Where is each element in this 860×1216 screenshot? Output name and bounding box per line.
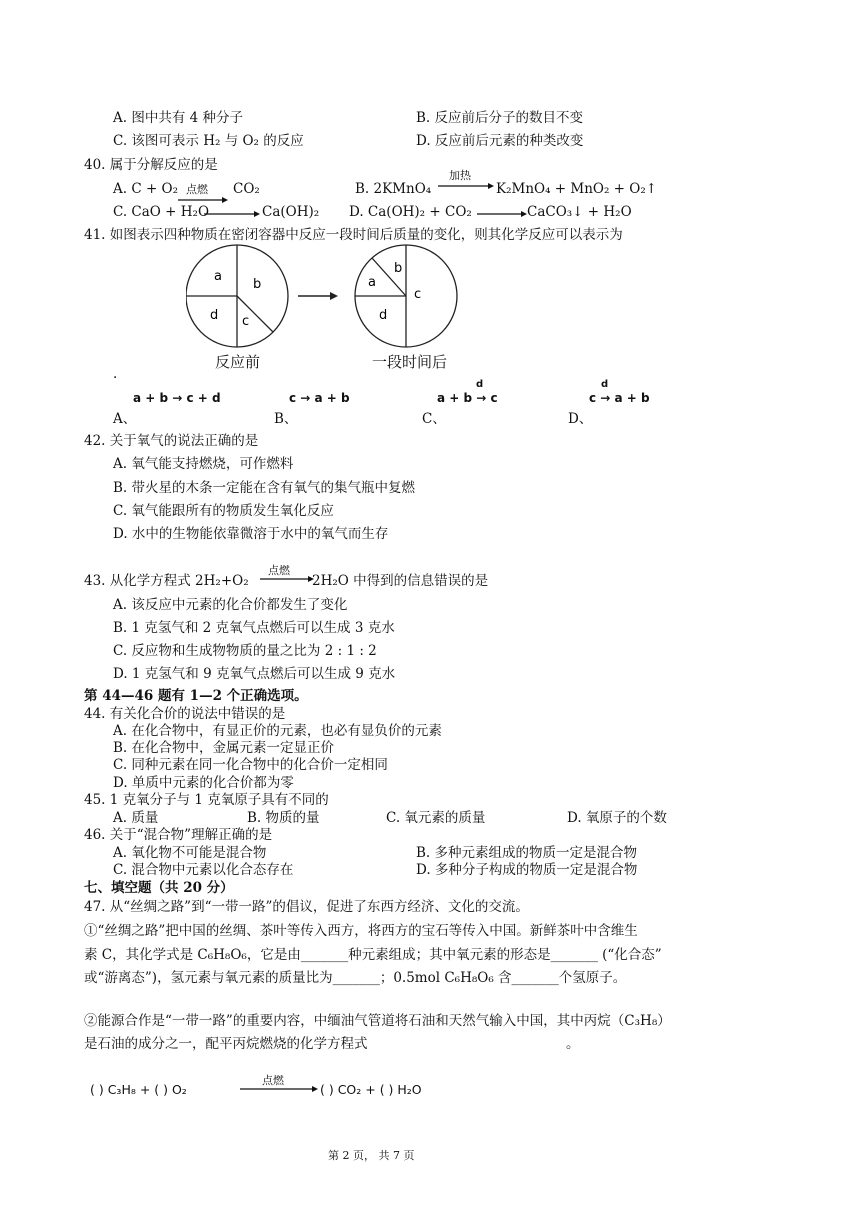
q40-b-right: K₂MnO₄ + MnO₂ + O₂↑ (496, 181, 658, 197)
q43-option-d: D. 1 克氢气和 9 克氧气点燃后可以生成 9 克水 (113, 666, 396, 682)
q47-part1-line3: 或“游离态”)，氢元素与氧元素的质量比为_______；0.5mol C₆H₈O₆ 含_______个氢原子。 (84, 970, 627, 986)
q41-dot: · (113, 370, 118, 386)
q47-equation-right: ( ) CO₂ + ( ) H₂O (320, 1082, 422, 1097)
pie-after-label-b: b (394, 261, 403, 276)
q41-option-b-equation: c → a + b (289, 391, 350, 405)
q39-option-b: B. 反应前后分子的数目不变 (416, 110, 584, 126)
q40-c-left: C. CaO + H₂O (113, 204, 210, 220)
reaction-arrow-icon (298, 292, 338, 300)
q41-pie-diagram (186, 244, 486, 354)
q40-b-condition: 加热 (449, 169, 471, 182)
q44-option-c: C. 同种元素在同一化合物中的化合价一定相同 (113, 757, 388, 773)
q40-a-right: CO₂ (233, 181, 260, 197)
q47-equation-condition: 点燃 (262, 1074, 284, 1087)
q43-option-b: B. 1 克氢气和 2 克氧气点燃后可以生成 3 克水 (113, 620, 395, 636)
q44-option-d: D. 单质中元素的化合价都为零 (113, 775, 294, 791)
pie-after-label-d: d (379, 308, 388, 323)
q45-option-d: D. 氧原子的个数 (567, 810, 667, 826)
q44-option-a: A. 在化合物中，有显正价的元素，也必有显负价的元素 (113, 723, 442, 739)
pie-after-label-a: a (368, 275, 376, 290)
q43-condition: 点燃 (268, 564, 290, 577)
q43-option-c: C. 反应物和生成物物质的量之比为 2 : 1 : 2 (113, 643, 377, 659)
q47-stem: 47. 从“丝绸之路”到“一带一路”的倡议，促进了东西方经济、文化的交流。 (84, 899, 529, 915)
q42-option-d: D. 水中的生物能依靠微溶于水中的氧气而生存 (113, 526, 389, 542)
q41-option-d-equation: c → a + b (589, 391, 650, 405)
q42-stem: 42. 关于氧气的说法正确的是 (84, 433, 259, 449)
q46-option-c: C. 混合物中元素以化合态存在 (113, 862, 294, 878)
q41-stem: 41. 如图表示四种物质在密闭容器中反应一段时间后质量的变化，则其化学反应可以表示为 (84, 227, 623, 243)
q40-d-left: D. Ca(OH)₂ + CO₂ (349, 204, 472, 220)
q40-b-left: B. 2KMnO₄ (355, 181, 432, 197)
q41-option-c-label: C、 (422, 411, 446, 427)
q47-part2-line1: ②能源合作是“一带一路”的重要内容，中缅油气管道将石油和天然气输入中国，其中丙烷（C₃H₈） (84, 1013, 671, 1029)
q42-option-c: C. 氧气能跟所有的物质发生氧化反应 (113, 503, 334, 519)
q45-option-b: B. 物质的量 (247, 810, 320, 826)
q41-option-d-label: D、 (568, 411, 593, 427)
q43-stem-left: 43. 从化学方程式 2H₂+O₂ (84, 573, 249, 589)
q47-part1-line1: ①“丝绸之路”把中国的丝绸、茶叶等传入西方，将西方的宝石等传入中国。新鲜茶叶中含维生 (84, 923, 638, 939)
q45-option-a: A. 质量 (113, 810, 159, 826)
q40-c-right: Ca(OH)₂ (262, 204, 320, 220)
q45-stem: 45. 1 克氧分子与 1 克氧原子具有不同的 (84, 792, 329, 808)
q44-stem: 44. 有关化合价的说法中错误的是 (84, 706, 286, 722)
q40-a-condition: 点燃 (186, 183, 208, 196)
q39-option-c: C. 该图可表示 H₂ 与 O₂ 的反应 (113, 133, 304, 149)
q47-part2-line2-end: 。 (566, 1036, 580, 1052)
q41-option-d-catalyst: d (601, 379, 609, 390)
q42-option-a: A. 氧气能支持燃烧，可作燃料 (113, 456, 294, 472)
arrow-icon (240, 1085, 318, 1093)
pie-before-label-c: c (242, 314, 250, 329)
pie-before-label-b: b (253, 277, 262, 292)
q41-option-b-label: B、 (274, 411, 298, 427)
arrow-icon (477, 210, 527, 218)
arrow-icon (260, 575, 314, 583)
q46-option-d: D. 多种分子构成的物质一定是混合物 (416, 862, 638, 878)
pie-before-caption: 反应前 (215, 353, 261, 371)
q42-option-b: B. 带火星的木条一定能在含有氧气的集气瓶中复燃 (113, 480, 416, 496)
q39-option-a: A. 图中共有 4 种分子 (113, 110, 244, 126)
q46-option-b: B. 多种元素组成的物质一定是混合物 (416, 845, 638, 861)
q39-option-d: D. 反应前后元素的种类改变 (416, 133, 584, 149)
q40-stem: 40. 属于分解反应的是 (84, 157, 218, 173)
q41-option-a-equation: a + b → c + d (133, 391, 221, 405)
q40-d-right: CaCO₃↓ + H₂O (527, 204, 632, 220)
q41-option-c-catalyst: d (476, 379, 484, 390)
pie-before (186, 245, 288, 347)
pie-before-label-d: d (210, 308, 219, 323)
q46-option-a: A. 氧化物不可能是混合物 (113, 845, 267, 861)
q41-option-a-label: A、 (113, 411, 137, 427)
q46-stem: 46. 关于“混合物”理解正确的是 (84, 827, 273, 843)
section-7-title: 七、填空题（共 20 分） (84, 880, 234, 896)
q43-stem-right: 2H₂O 中得到的信息错误的是 (312, 573, 489, 589)
arrow-icon (438, 182, 494, 190)
pie-after-label-c: c (414, 287, 422, 302)
q47-part2-line2: 是石油的成分之一，配平丙烷燃烧的化学方程式 (84, 1036, 368, 1052)
q40-a-left: A. C + O₂ (113, 181, 179, 197)
pie-after (355, 245, 457, 347)
q47-equation-left: ( ) C₃H₈ + ( ) O₂ (90, 1082, 187, 1097)
pie-after-caption: 一段时间后 (372, 353, 448, 371)
arrow-icon (204, 210, 260, 218)
pie-before-label-a: a (214, 269, 222, 284)
q41-option-c-equation: a + b → c (437, 391, 498, 405)
q43-option-a: A. 该反应中元素的化合价都发生了变化 (113, 597, 348, 613)
q44-option-b: B. 在化合物中，金属元素一定显正价 (113, 740, 335, 756)
section-note: 第 44—46 题有 1—2 个正确选项。 (84, 688, 308, 704)
q45-option-c: C. 氧元素的质量 (386, 810, 486, 826)
q47-part1-line2: 素 C，其化学式是 C₆H₈O₆，它是由_______种元素组成；其中氧元素的形态是_______ (“化合态” (84, 947, 662, 963)
page-footer: 第 2 页， 共 7 页 (328, 1149, 415, 1162)
